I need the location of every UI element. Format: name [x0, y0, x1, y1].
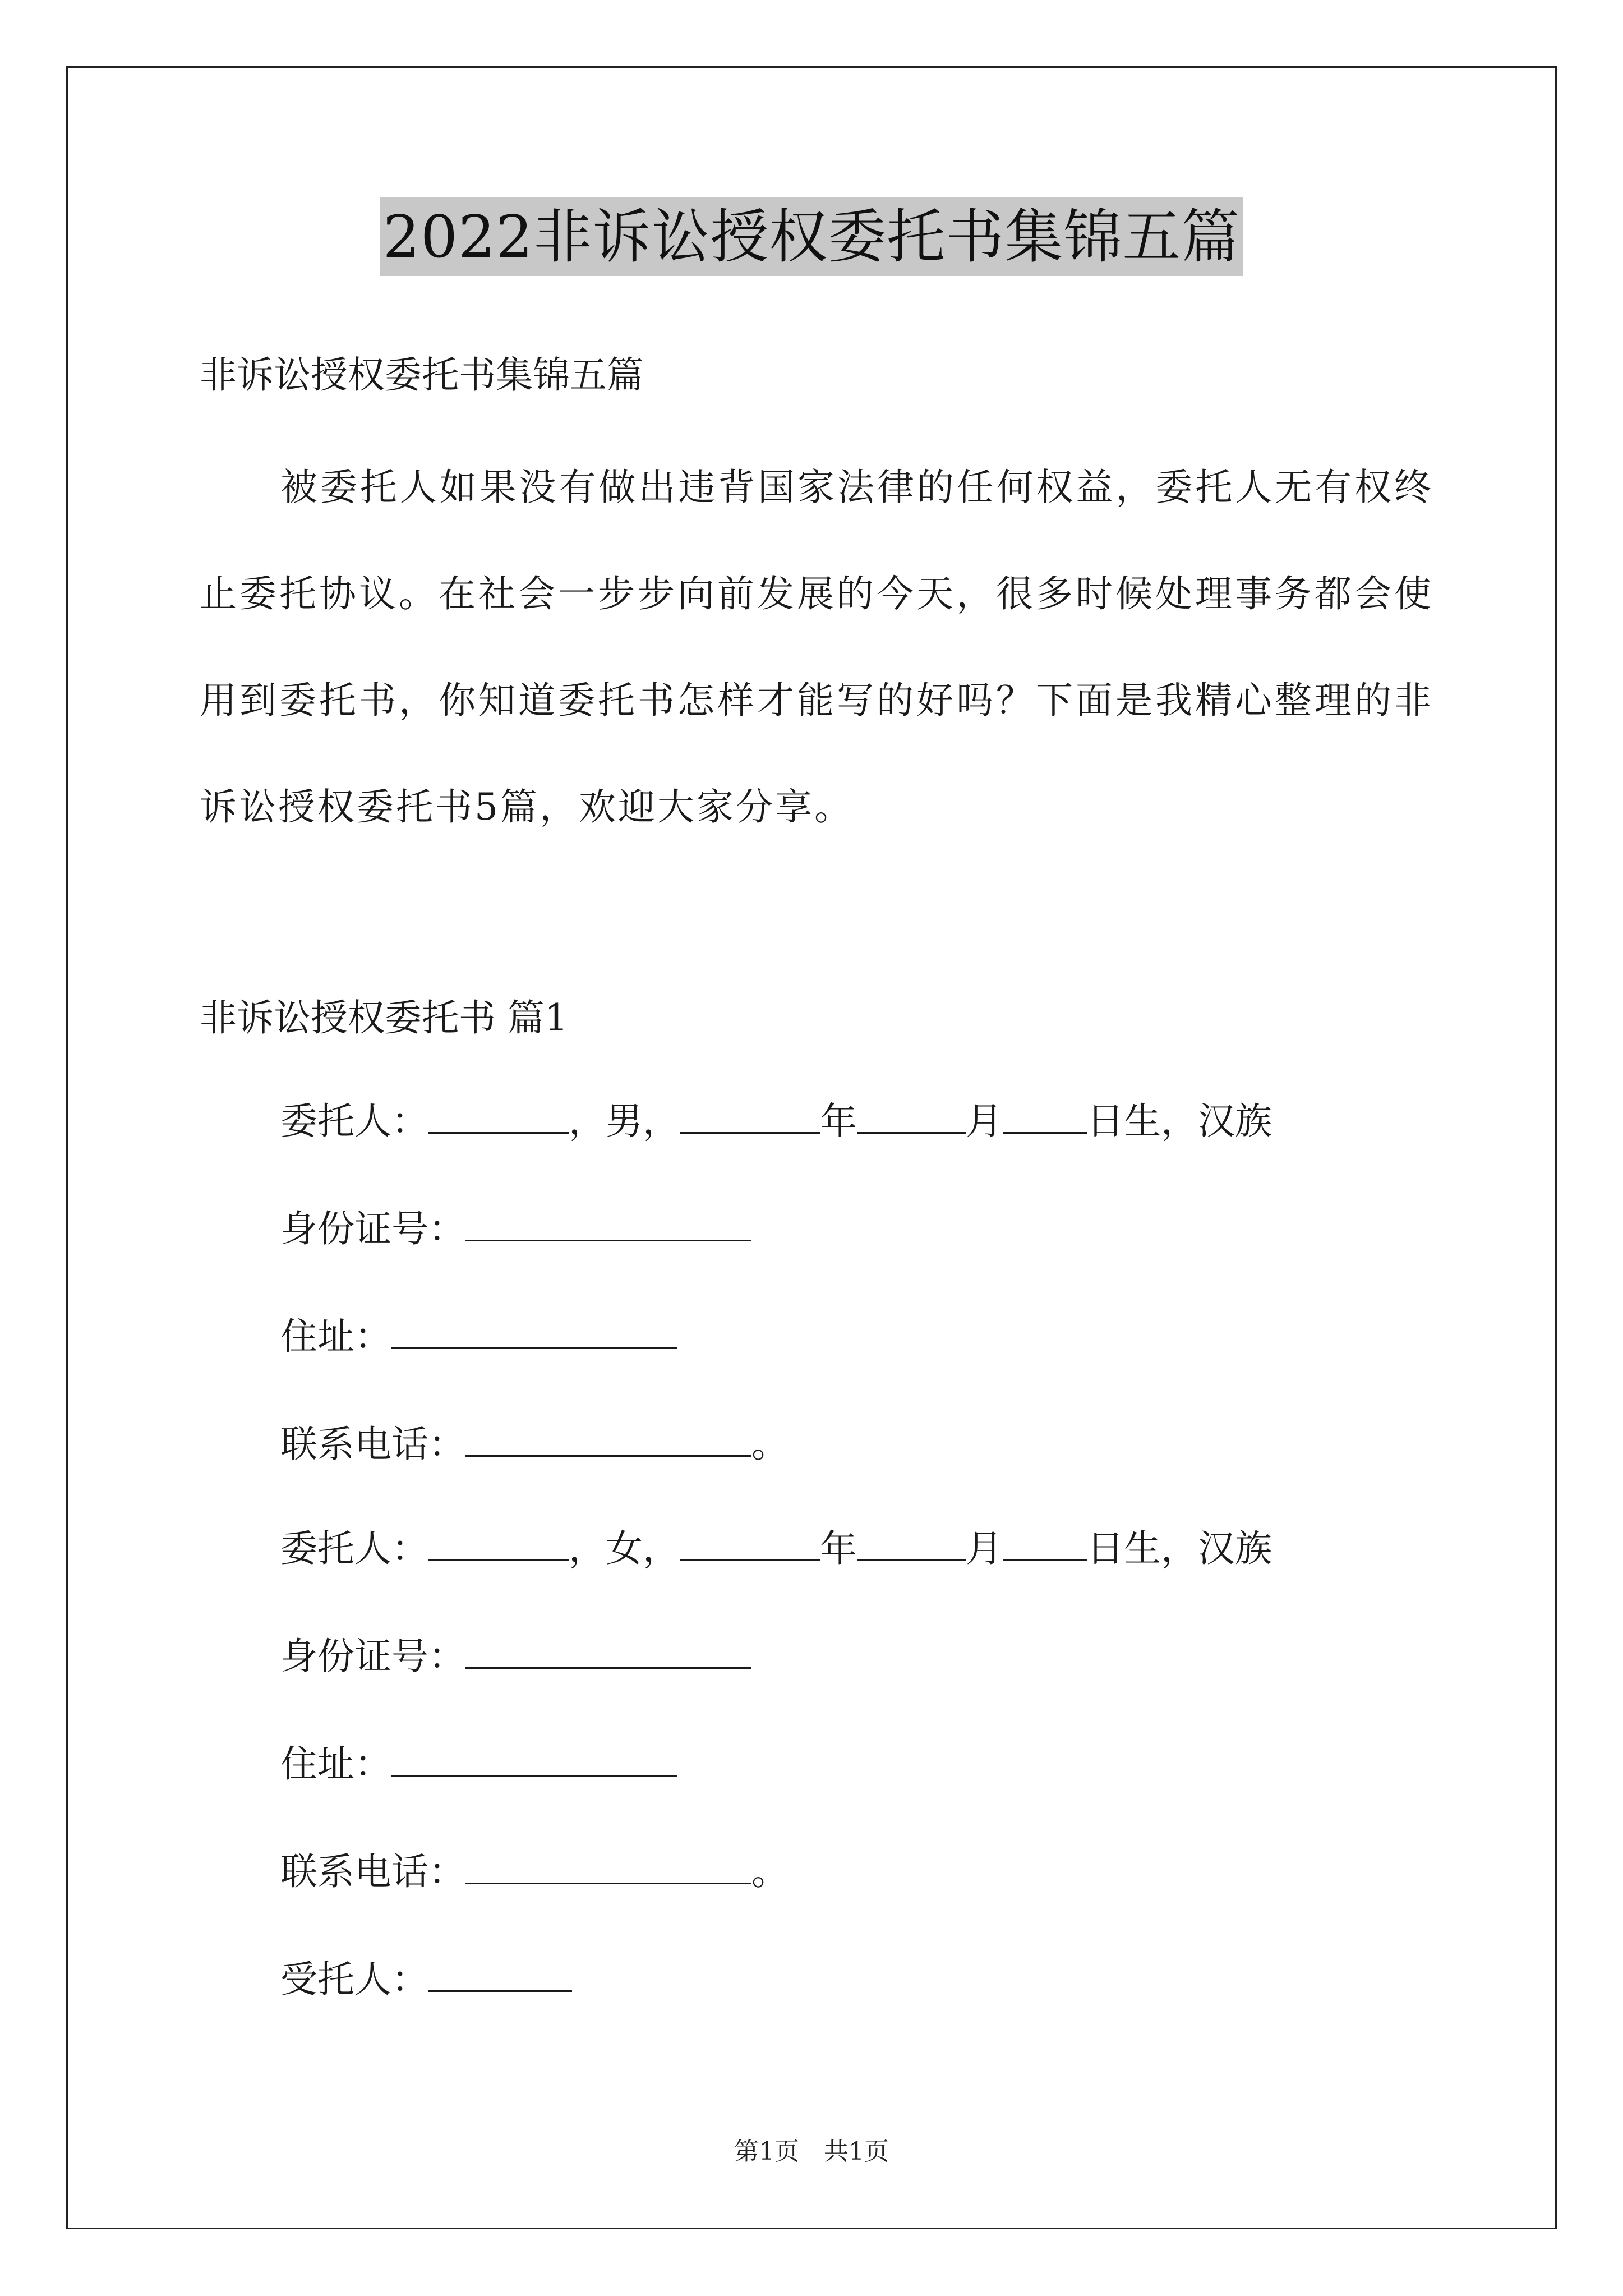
client2-id-label: 身份证号：	[280, 1635, 465, 1678]
client2-gender: ，女，	[569, 1527, 680, 1570]
client2-month-label: 月	[966, 1527, 1003, 1570]
client1-address-line	[280, 1312, 677, 1362]
client1-phone-label: 联系电话：	[280, 1423, 465, 1466]
client2-month-blank[interactable]	[857, 1527, 966, 1561]
client2-id-blank[interactable]	[465, 1635, 751, 1669]
client2-phone-line	[280, 1847, 789, 1897]
client2-address-line	[280, 1739, 677, 1789]
trustee-line	[280, 1954, 572, 2005]
client1-year-label: 年	[820, 1099, 857, 1143]
client2-id-line	[280, 1631, 751, 1682]
document-subtitle: 非诉讼授权委托书集锦五篇	[200, 353, 644, 397]
client2-label: 委托人：	[280, 1527, 428, 1570]
client2-year-label: 年	[820, 1527, 857, 1570]
client1-month-label: 月	[966, 1099, 1003, 1143]
client1-gender: ，男，	[569, 1099, 680, 1143]
client1-address-blank[interactable]	[391, 1315, 677, 1349]
client1-address-label: 住址：	[280, 1315, 391, 1358]
client1-label: 委托人：	[280, 1099, 428, 1143]
client2-phone-blank[interactable]	[465, 1850, 751, 1884]
client1-phone-end: 。	[751, 1423, 789, 1466]
client1-year-blank[interactable]	[680, 1099, 820, 1134]
client2-line	[280, 1524, 1272, 1574]
client2-year-blank[interactable]	[680, 1527, 820, 1561]
client1-phone-blank[interactable]	[465, 1423, 751, 1457]
client2-day-blank[interactable]	[1003, 1527, 1087, 1561]
client2-name-blank[interactable]	[428, 1527, 569, 1561]
trustee-label: 受托人：	[280, 1958, 428, 2001]
client1-month-blank[interactable]	[857, 1099, 966, 1134]
client2-day-ethnicity: 日生，汉族	[1087, 1527, 1272, 1570]
section-heading: 非诉讼授权委托书 篇1	[200, 996, 568, 1039]
client2-phone-end: 。	[751, 1850, 789, 1893]
client1-day-ethnicity: 日生，汉族	[1087, 1099, 1272, 1143]
client1-line	[280, 1096, 1272, 1147]
document-title: 2022非诉讼授权委托书集锦五篇	[380, 197, 1244, 276]
page-footer: 第1页 共1页	[734, 2137, 889, 2166]
title-container	[0, 197, 1623, 276]
client1-name-blank[interactable]	[428, 1099, 569, 1134]
client1-id-label: 身份证号：	[280, 1207, 465, 1250]
client1-day-blank[interactable]	[1003, 1099, 1087, 1134]
client1-id-blank[interactable]	[465, 1207, 751, 1241]
client1-phone-line	[280, 1419, 789, 1470]
client2-address-label: 住址：	[280, 1742, 391, 1786]
trustee-name-blank[interactable]	[428, 1958, 572, 1992]
client2-phone-label: 联系电话：	[280, 1850, 465, 1893]
client1-id-line	[280, 1204, 751, 1254]
client2-address-blank[interactable]	[391, 1742, 677, 1777]
intro-paragraph: 被委托人如果没有做出违背国家法律的任何权益，委托人无有权终止委托协议。在社会一步步向前发展的今天，很多时候处理事务都会使用到委托书，你知道委托书怎样才能写的好吗？下面是我精心整理的非诉讼授权委托书5篇，欢迎大家分享。	[200, 466, 1433, 829]
